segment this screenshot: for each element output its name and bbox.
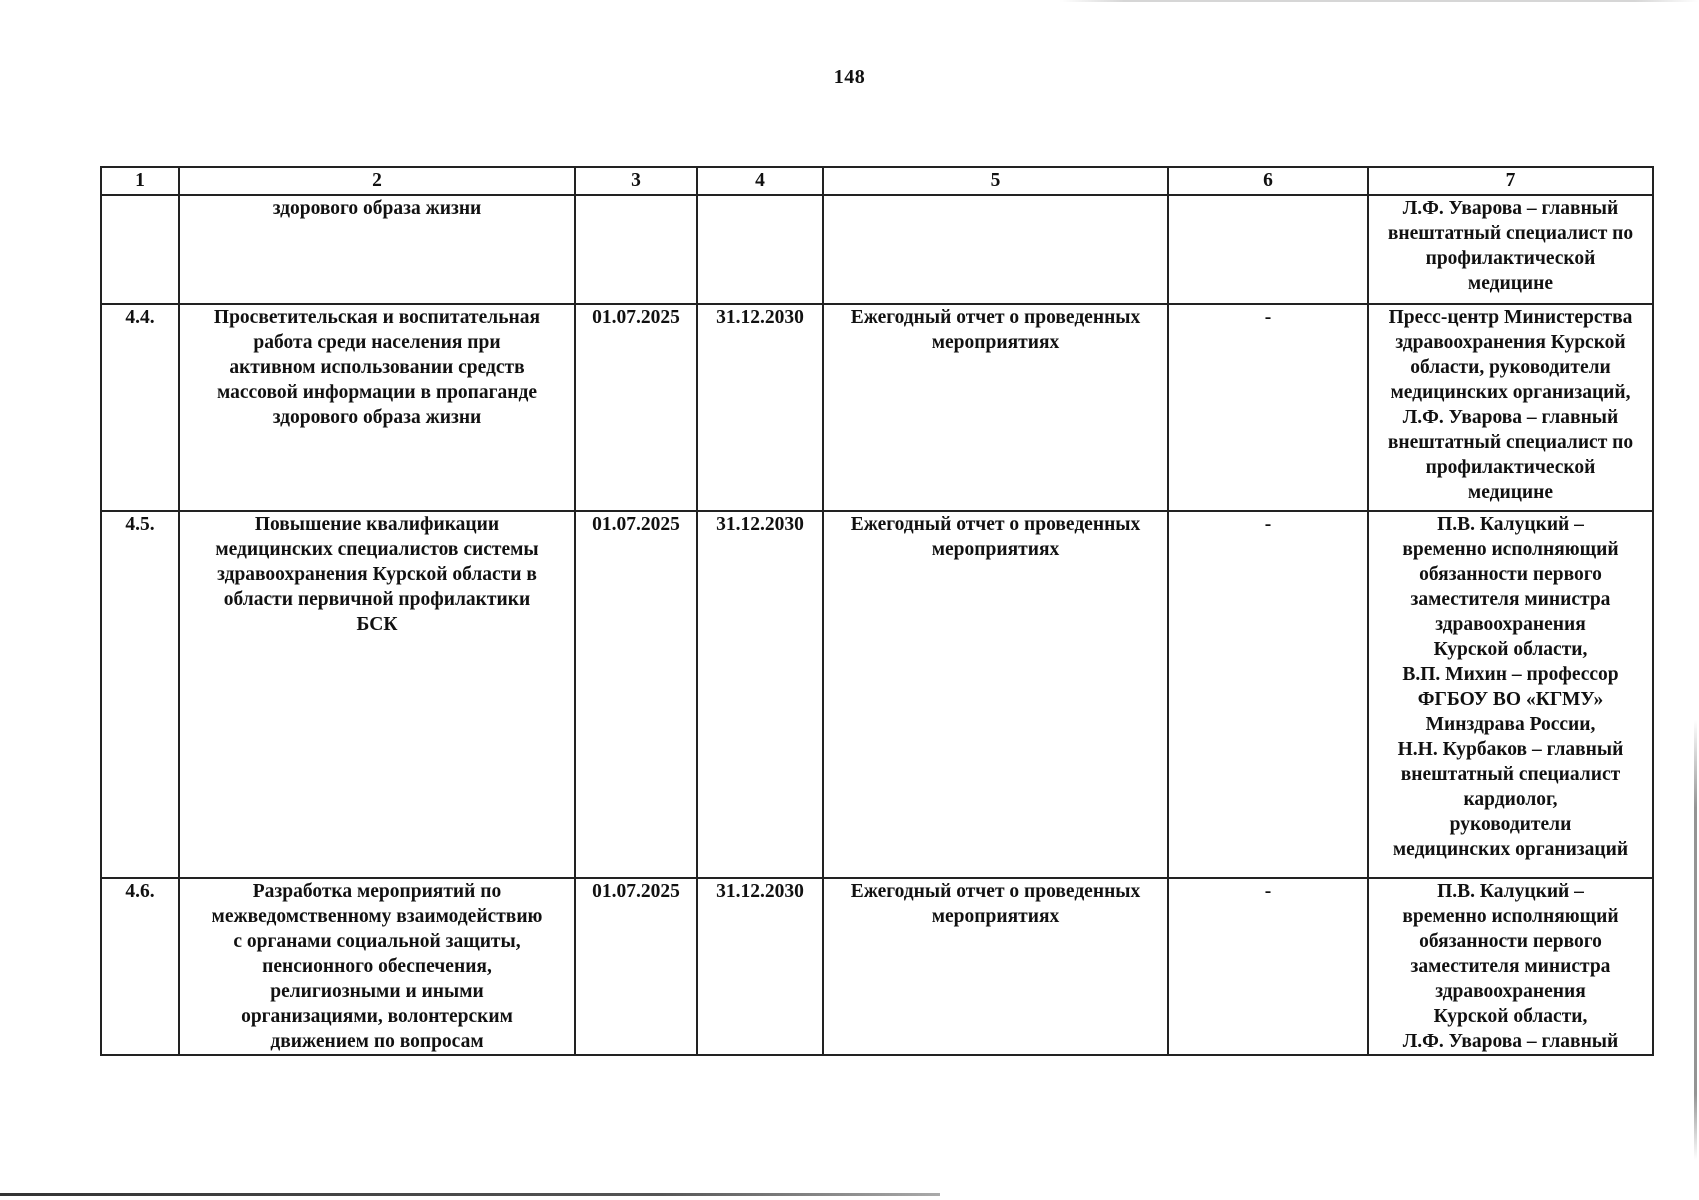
start-date: 01.07.2025 <box>575 511 697 878</box>
expected-result: Ежегодный отчет о проведенных мероприятиях <box>823 878 1168 1055</box>
table-header-row <box>101 167 1653 195</box>
scan-artifact-bottom <box>0 1193 940 1196</box>
indicator: - <box>1168 511 1368 878</box>
header-col-6: 6 <box>1168 167 1368 195</box>
row-number: 4.6. <box>101 878 179 1055</box>
header-col-4: 4 <box>697 167 823 195</box>
activity-name: Разработка мероприятий по межведомственному взаимодействию с органами социальной защиты, пенсионного обеспечения, религиозными и иными организациями, волонтерским движением по вопросам <box>179 878 575 1055</box>
row-number: 4.5. <box>101 511 179 878</box>
expected-result <box>823 195 1168 304</box>
table-row <box>101 304 1653 511</box>
start-date <box>575 195 697 304</box>
indicator: - <box>1168 878 1368 1055</box>
activity-name: Просветительская и воспитательная работа среди населения при активном использовании средств массовой информации в пропаганде здорового образа жизни <box>179 304 575 511</box>
scan-artifact-right-edge <box>1694 720 1697 1160</box>
header-col-1: 1 <box>101 167 179 195</box>
end-date: 31.12.2030 <box>697 878 823 1055</box>
activity-name: Повышение квалификации медицинских специалистов системы здравоохранения Курской области в области первичной профилактики БСК <box>179 511 575 878</box>
expected-result: Ежегодный отчет о проведенных мероприятиях <box>823 511 1168 878</box>
activities-table <box>100 166 1654 1056</box>
indicator: - <box>1168 304 1368 511</box>
header-col-7: 7 <box>1368 167 1653 195</box>
expected-result: Ежегодный отчет о проведенных мероприятиях <box>823 304 1168 511</box>
table-row <box>101 195 1653 304</box>
header-col-2: 2 <box>179 167 575 195</box>
row-number: 4.4. <box>101 304 179 511</box>
activity-name: здорового образа жизни <box>179 195 575 304</box>
end-date: 31.12.2030 <box>697 304 823 511</box>
end-date: 31.12.2030 <box>697 511 823 878</box>
header-col-3: 3 <box>575 167 697 195</box>
start-date: 01.07.2025 <box>575 304 697 511</box>
responsible: Л.Ф. Уварова – главный внештатный специалист по профилактической медицине <box>1368 195 1653 304</box>
responsible: П.В. Калуцкий – временно исполняющий обязанности первого заместителя министра здравоохранения Курской области, В.П. Михин – профессор ФГБОУ ВО «КГМУ» Минздрава России, Н.Н. Курбаков – главный внештатный специалист кардиолог, руководители медицинских организаций <box>1368 511 1653 878</box>
responsible: Пресс-центр Министерства здравоохранения Курской области, руководители медицинских организаций, Л.Ф. Уварова – главный внештатный специалист по профилактической медицине <box>1368 304 1653 511</box>
page-number: 148 <box>833 66 866 88</box>
start-date: 01.07.2025 <box>575 878 697 1055</box>
indicator <box>1168 195 1368 304</box>
responsible: П.В. Калуцкий – временно исполняющий обязанности первого заместителя министра здравоохранения Курской области, Л.Ф. Уварова – главный <box>1368 878 1653 1055</box>
row-number <box>101 195 179 304</box>
table-row <box>101 878 1653 1055</box>
scan-artifact-top <box>1060 0 1699 2</box>
end-date <box>697 195 823 304</box>
header-col-5: 5 <box>823 167 1168 195</box>
table-row <box>101 511 1653 878</box>
